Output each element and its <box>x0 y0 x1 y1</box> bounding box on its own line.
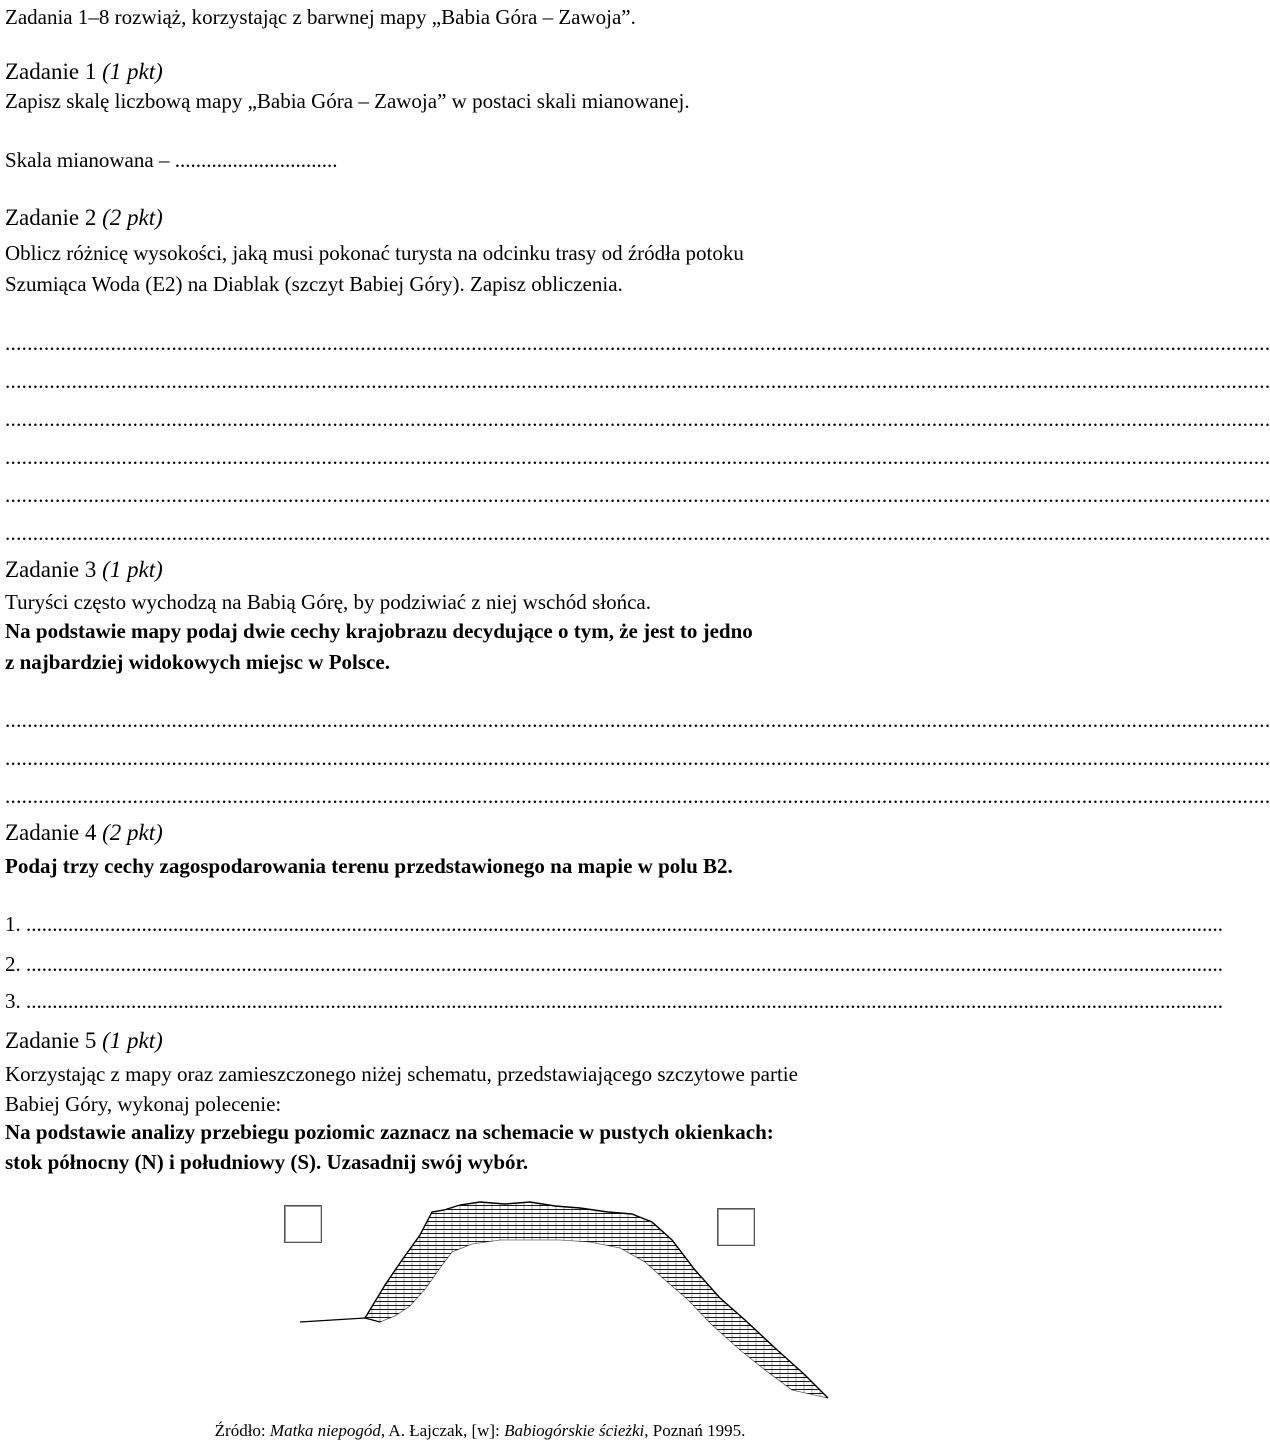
task3-title-main: Zadanie 3 <box>5 557 97 582</box>
task4-answer-3[interactable] <box>5 988 1223 1014</box>
source-place: , Poznań 1995. <box>644 1421 746 1440</box>
task3-intro: Turyści często wychodzą na Babią Górę, by podziwiać z niej wschód słońca. <box>5 590 651 614</box>
task4-answer-2[interactable] <box>5 951 1223 977</box>
task5-title-main: Zadanie 5 <box>5 1028 97 1053</box>
task2-title-main: Zadanie 2 <box>5 205 97 230</box>
task1-points: (1 pkt) <box>102 59 163 84</box>
task5-instruction-2: stok północny (N) i południowy (S). Uzasadnij swój wybór. <box>5 1150 529 1174</box>
task3-points: (1 pkt) <box>102 557 163 582</box>
task3-instruction-2: z najbardziej widokowych miejsc w Polsce. <box>5 650 390 674</box>
task4-answer-1[interactable] <box>5 911 1223 937</box>
source-title: Matka niepogód <box>269 1421 381 1440</box>
task5-line-1: Korzystając z mapy oraz zamieszczonego niżej schematu, przedstawiającego szczytowe partie <box>5 1062 798 1086</box>
task2-line-1: Oblicz różnicę wysokości, jaką musi pokonać turysta na odcinku trasy od źródła potoku <box>5 241 744 265</box>
task3-answer-line-3[interactable]: .................................................................................................................................................................................................................................... <box>5 784 1270 808</box>
source-book: Babiogórskie ścieżki <box>504 1421 645 1440</box>
task3-instruction-1: Na podstawie mapy podaj dwie cechy krajobrazu decydujące o tym, że jest to jedno <box>5 619 753 643</box>
task3-title <box>5 556 163 584</box>
right-slope-answer-box[interactable] <box>717 1208 755 1246</box>
task2-title <box>5 204 163 232</box>
task5-title <box>5 1027 163 1055</box>
task4-title <box>5 819 163 847</box>
task3-answer-line-1[interactable]: .................................................................................................................................................................................................................................... <box>5 708 1270 732</box>
task3-answer-line-2[interactable]: .................................................................................................................................................................................................................................... <box>5 746 1270 770</box>
task2-answer-line-4[interactable]: .................................................................................................................................................................................................................................... <box>5 445 1270 469</box>
task4-item-number: 1. <box>5 912 21 936</box>
intro-text: Zadania 1–8 rozwiąż, korzystając z barwnej mapy „Babia Góra – Zawoja”. <box>5 5 636 29</box>
task1-answer-line <box>5 147 337 173</box>
task1-answer-field[interactable]: ............................... <box>174 148 338 172</box>
source-author: , A. Łajczak, [w]: <box>380 1421 505 1440</box>
task1-answer-prefix: Skala mianowana – <box>5 148 175 172</box>
task1-title-main: Zadanie 1 <box>5 59 97 84</box>
task5-line-2: Babiej Góry, wykonaj polecenie: <box>5 1092 282 1116</box>
source-label: Źródło: <box>214 1421 270 1440</box>
babia-gora-schematic <box>0 1190 960 1415</box>
task4-item-number: 3. <box>5 989 21 1013</box>
task2-line-2: Szumiąca Woda (E2) na Diablak (szczyt Babiej Góry). Zapisz obliczenia. <box>5 272 623 296</box>
task2-answer-line-2[interactable]: .................................................................................................................................................................................................................................... <box>5 369 1270 393</box>
task5-instruction-1: Na podstawie analizy przebiegu poziomic zaznacz na schemacie w pustych okienkach: <box>5 1120 774 1144</box>
task1-instruction: Zapisz skalę liczbową mapy „Babia Góra – Zawoja” w postaci skali mianowanej. <box>5 89 690 113</box>
task4-points: (2 pkt) <box>102 820 163 845</box>
task1-title <box>5 58 163 86</box>
task4-title-main: Zadanie 4 <box>5 820 97 845</box>
task2-answer-line-5[interactable]: .................................................................................................................................................................................................................................... <box>5 483 1270 507</box>
left-slope-answer-box[interactable] <box>284 1205 322 1243</box>
task4-item-number: 2. <box>5 952 21 976</box>
task4-answer-field[interactable]: .................................................................................................................................................................................................................................... <box>26 912 1223 936</box>
task2-answer-line-1[interactable]: .................................................................................................................................................................................................................................... <box>5 331 1270 355</box>
task4-instruction: Podaj trzy cechy zagospodarowania terenu przedstawionego na mapie w polu B2. <box>5 854 733 878</box>
source-citation <box>0 1420 960 1442</box>
task2-points: (2 pkt) <box>102 205 163 230</box>
task4-answer-field[interactable]: .................................................................................................................................................................................................................................... <box>26 989 1223 1013</box>
task2-answer-line-6[interactable]: .................................................................................................................................................................................................................................... <box>5 521 1270 545</box>
task4-answer-field[interactable]: .................................................................................................................................................................................................................................... <box>26 952 1223 976</box>
task5-points: (1 pkt) <box>102 1028 163 1053</box>
task2-answer-line-3[interactable]: .................................................................................................................................................................................................................................... <box>5 407 1270 431</box>
